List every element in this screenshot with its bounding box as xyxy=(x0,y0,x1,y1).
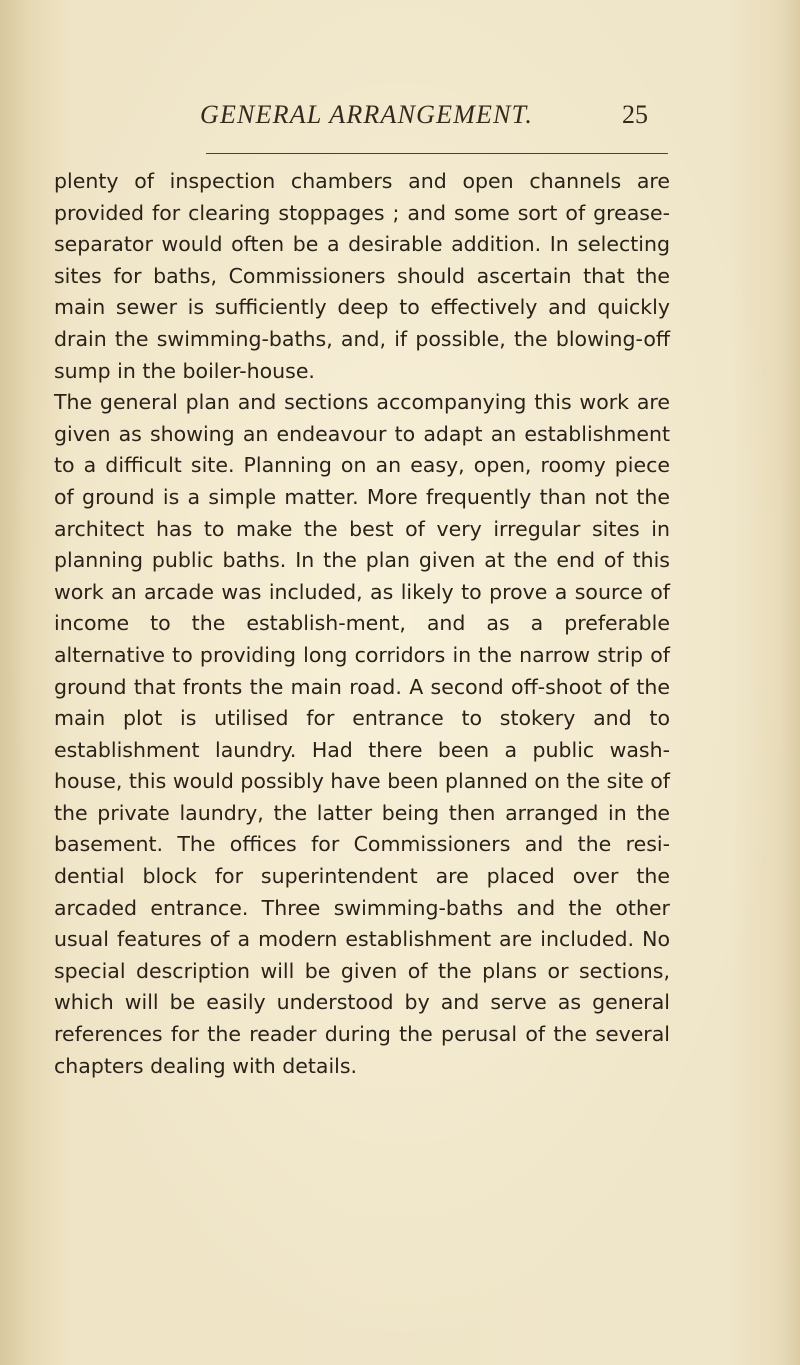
paragraph: The general plan and sections accompanying this work are given as showing an endeavour to adapt an establishment to a difficult site. Planning on an easy, open, roomy piece of ground is a simple matter. More frequently than not the architect has to make the best of very irregular sites in planning public baths. In the plan given at the end of this work an arcade was included, as likely to prove a source of income to the establish-ment, and as a preferable alternative to providing long corridors in the narrow strip of ground that fronts the main road. A second off-shoot of the main plot is utilised for entrance to stokery and to establishment laundry. Had there been a public wash-house, this would possibly have been planned on the site of the private laundry, the latter being then arranged in the basement. The offices for Commissioners and the resi-dential block for superintendent are placed over the arcaded entrance. Three swimming-baths and the other usual features of a modern establishment are included. No special description will be given of the plans or sections, which will be easily understood by and serve as general references for the reader during the perusal of the several chapters dealing with details. xyxy=(54,390,670,1078)
page-number: 25 xyxy=(622,100,648,129)
paragraph: plenty of inspection chambers and open channels are provided for clearing stoppages ; and some sort of grease-separator would often be a desirable addition. In selecting sites for baths, Commissioners should ascertain that the main sewer is sufficiently deep to effectively and quickly drain the swimming-baths, and, if possible, the blowing-off sump in the boiler-house. xyxy=(54,169,670,383)
header-rule xyxy=(206,153,668,154)
running-title: GENERAL ARRANGEMENT. xyxy=(200,100,534,129)
body-text xyxy=(54,166,670,1082)
running-head xyxy=(200,100,648,140)
